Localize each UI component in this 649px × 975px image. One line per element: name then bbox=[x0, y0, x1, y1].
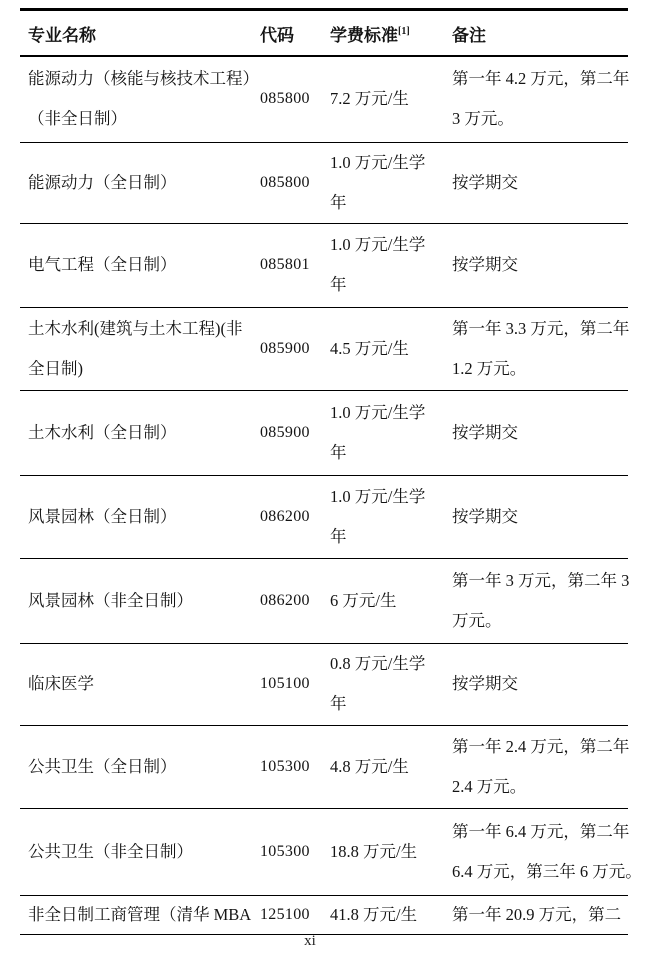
text-line: 6.4 万元，第三年 6 万元。 bbox=[452, 861, 642, 881]
note-cell bbox=[452, 725, 628, 808]
tuition-table bbox=[20, 8, 642, 935]
text-line: 第一年 2.4 万元，第二年 bbox=[452, 736, 630, 756]
table-row bbox=[20, 643, 628, 725]
note-cell bbox=[452, 895, 628, 934]
text-line: 按学期交 bbox=[452, 255, 518, 274]
text-line: 年 bbox=[330, 275, 347, 294]
text-line: 2.4 万元。 bbox=[452, 776, 527, 796]
fee-cell bbox=[330, 643, 452, 725]
fee-cell bbox=[330, 725, 452, 808]
table-row bbox=[20, 142, 628, 223]
major-name-cell bbox=[20, 223, 260, 307]
footnote-marker: [1] bbox=[398, 25, 410, 37]
code-cell bbox=[260, 643, 330, 725]
code-cell bbox=[260, 475, 330, 558]
text-line: 105300 bbox=[260, 757, 310, 775]
header-major-name bbox=[20, 10, 260, 57]
fee-cell bbox=[330, 142, 452, 223]
code-cell bbox=[260, 808, 330, 895]
text-line: 第一年 3.3 万元，第二年 bbox=[452, 318, 630, 338]
text-line: 年 bbox=[330, 442, 347, 462]
text-line: 风景园林（全日制） bbox=[28, 506, 177, 526]
note-cell bbox=[452, 390, 628, 475]
major-name-cell bbox=[20, 142, 260, 223]
text-line: 第一年 6.4 万元，第二年 bbox=[452, 821, 630, 841]
header-note bbox=[452, 10, 628, 57]
major-name-cell bbox=[20, 808, 260, 895]
header-code-label: 代码 bbox=[260, 25, 294, 45]
major-name-cell bbox=[20, 307, 260, 390]
fee-cell bbox=[330, 558, 452, 643]
text-line: 能源动力（核能与核技术工程） bbox=[28, 69, 259, 89]
text-line: 125100 bbox=[260, 905, 310, 923]
text-line: 年 bbox=[330, 526, 347, 546]
text-line: 4.8 万元/生 bbox=[330, 756, 409, 776]
page-number: xi bbox=[304, 933, 316, 949]
text-line: 万元。 bbox=[452, 610, 502, 630]
table-row bbox=[20, 390, 628, 475]
fee-cell bbox=[330, 475, 452, 558]
fee-cell bbox=[330, 390, 452, 475]
code-cell bbox=[260, 56, 330, 142]
table-row bbox=[20, 725, 628, 808]
table-header bbox=[20, 10, 628, 57]
text-line: 按学期交 bbox=[452, 172, 518, 192]
major-name-cell bbox=[20, 895, 260, 934]
text-line: 第一年 20.9 万元，第二 bbox=[452, 904, 622, 924]
text-line: 全日制) bbox=[28, 358, 83, 378]
text-line: 临床医学 bbox=[28, 674, 94, 693]
code-cell bbox=[260, 307, 330, 390]
text-line: 1.0 万元/生学 bbox=[330, 235, 426, 254]
text-line: （非全日制） bbox=[28, 109, 127, 129]
table-row bbox=[20, 307, 628, 390]
note-cell bbox=[452, 558, 628, 643]
table-row bbox=[20, 56, 628, 142]
text-line: 7.2 万元/生 bbox=[330, 89, 409, 109]
text-line: 1.2 万元。 bbox=[452, 358, 527, 378]
text-line: 公共卫生（非全日制） bbox=[28, 841, 193, 861]
note-cell bbox=[452, 307, 628, 390]
text-line: 085800 bbox=[260, 90, 310, 108]
note-cell bbox=[452, 56, 628, 142]
major-name-cell bbox=[20, 475, 260, 558]
major-name-cell bbox=[20, 643, 260, 725]
table-row bbox=[20, 223, 628, 307]
text-line: 年 bbox=[330, 694, 347, 713]
text-line: 086200 bbox=[260, 507, 310, 525]
text-line: 按学期交 bbox=[452, 422, 518, 442]
major-name-cell bbox=[20, 56, 260, 142]
header-fee-label: 学费标准 bbox=[330, 25, 398, 45]
text-line: 按学期交 bbox=[452, 506, 518, 526]
text-line: 6 万元/生 bbox=[330, 590, 397, 610]
code-cell bbox=[260, 142, 330, 223]
note-cell bbox=[452, 475, 628, 558]
header-note-label: 备注 bbox=[452, 25, 486, 45]
code-cell bbox=[260, 725, 330, 808]
text-line: 18.8 万元/生 bbox=[330, 841, 418, 861]
note-cell bbox=[452, 808, 642, 895]
text-line: 085900 bbox=[260, 339, 310, 357]
text-line: 085900 bbox=[260, 423, 310, 441]
text-line: 土木水利（全日制） bbox=[28, 422, 177, 442]
text-line: 按学期交 bbox=[452, 674, 518, 693]
text-line: 非全日制工商管理（清华 MBA bbox=[28, 904, 252, 924]
fee-cell bbox=[330, 223, 452, 307]
table-body bbox=[20, 56, 642, 934]
table-row bbox=[20, 808, 628, 895]
header-major-name-label: 专业名称 bbox=[28, 25, 96, 45]
code-cell bbox=[260, 895, 330, 934]
text-line: 3 万元。 bbox=[452, 109, 514, 129]
table-row bbox=[20, 895, 628, 934]
text-line: 105300 bbox=[260, 842, 310, 860]
text-line: 公共卫生（全日制） bbox=[28, 756, 177, 776]
header-row bbox=[20, 10, 628, 57]
text-line: 能源动力（全日制） bbox=[28, 172, 177, 192]
fee-cell bbox=[330, 56, 452, 142]
text-line: 41.8 万元/生 bbox=[330, 904, 418, 924]
text-line: 085801 bbox=[260, 256, 310, 273]
note-cell bbox=[452, 643, 628, 725]
header-fee bbox=[330, 10, 452, 57]
note-cell bbox=[452, 223, 628, 307]
header-code bbox=[260, 10, 330, 57]
text-line: 年 bbox=[330, 192, 347, 212]
text-line: 电气工程（全日制） bbox=[28, 255, 177, 274]
text-line: 第一年 4.2 万元，第二年 bbox=[452, 69, 630, 89]
text-line: 105100 bbox=[260, 675, 310, 692]
code-cell bbox=[260, 558, 330, 643]
major-name-cell bbox=[20, 558, 260, 643]
major-name-cell bbox=[20, 390, 260, 475]
text-line: 风景园林（非全日制） bbox=[28, 590, 193, 610]
text-line: 086200 bbox=[260, 591, 310, 609]
text-line: 085800 bbox=[260, 173, 310, 191]
note-cell bbox=[452, 142, 628, 223]
code-cell bbox=[260, 223, 330, 307]
text-line: 第一年 3 万元，第二年 3 bbox=[452, 570, 630, 590]
fee-cell bbox=[330, 895, 452, 934]
text-line: 4.5 万元/生 bbox=[330, 338, 409, 358]
fee-cell bbox=[330, 307, 452, 390]
text-line: 0.8 万元/生学 bbox=[330, 654, 426, 673]
code-cell bbox=[260, 390, 330, 475]
text-line: 土木水利(建筑与土木工程)(非 bbox=[28, 318, 243, 338]
table-row bbox=[20, 558, 628, 643]
major-name-cell bbox=[20, 725, 260, 808]
text-line: 1.0 万元/生学 bbox=[330, 152, 426, 172]
text-line: 1.0 万元/生学 bbox=[330, 486, 426, 506]
table-row bbox=[20, 475, 628, 558]
fee-cell bbox=[330, 808, 452, 895]
text-line: 1.0 万元/生学 bbox=[330, 402, 426, 422]
